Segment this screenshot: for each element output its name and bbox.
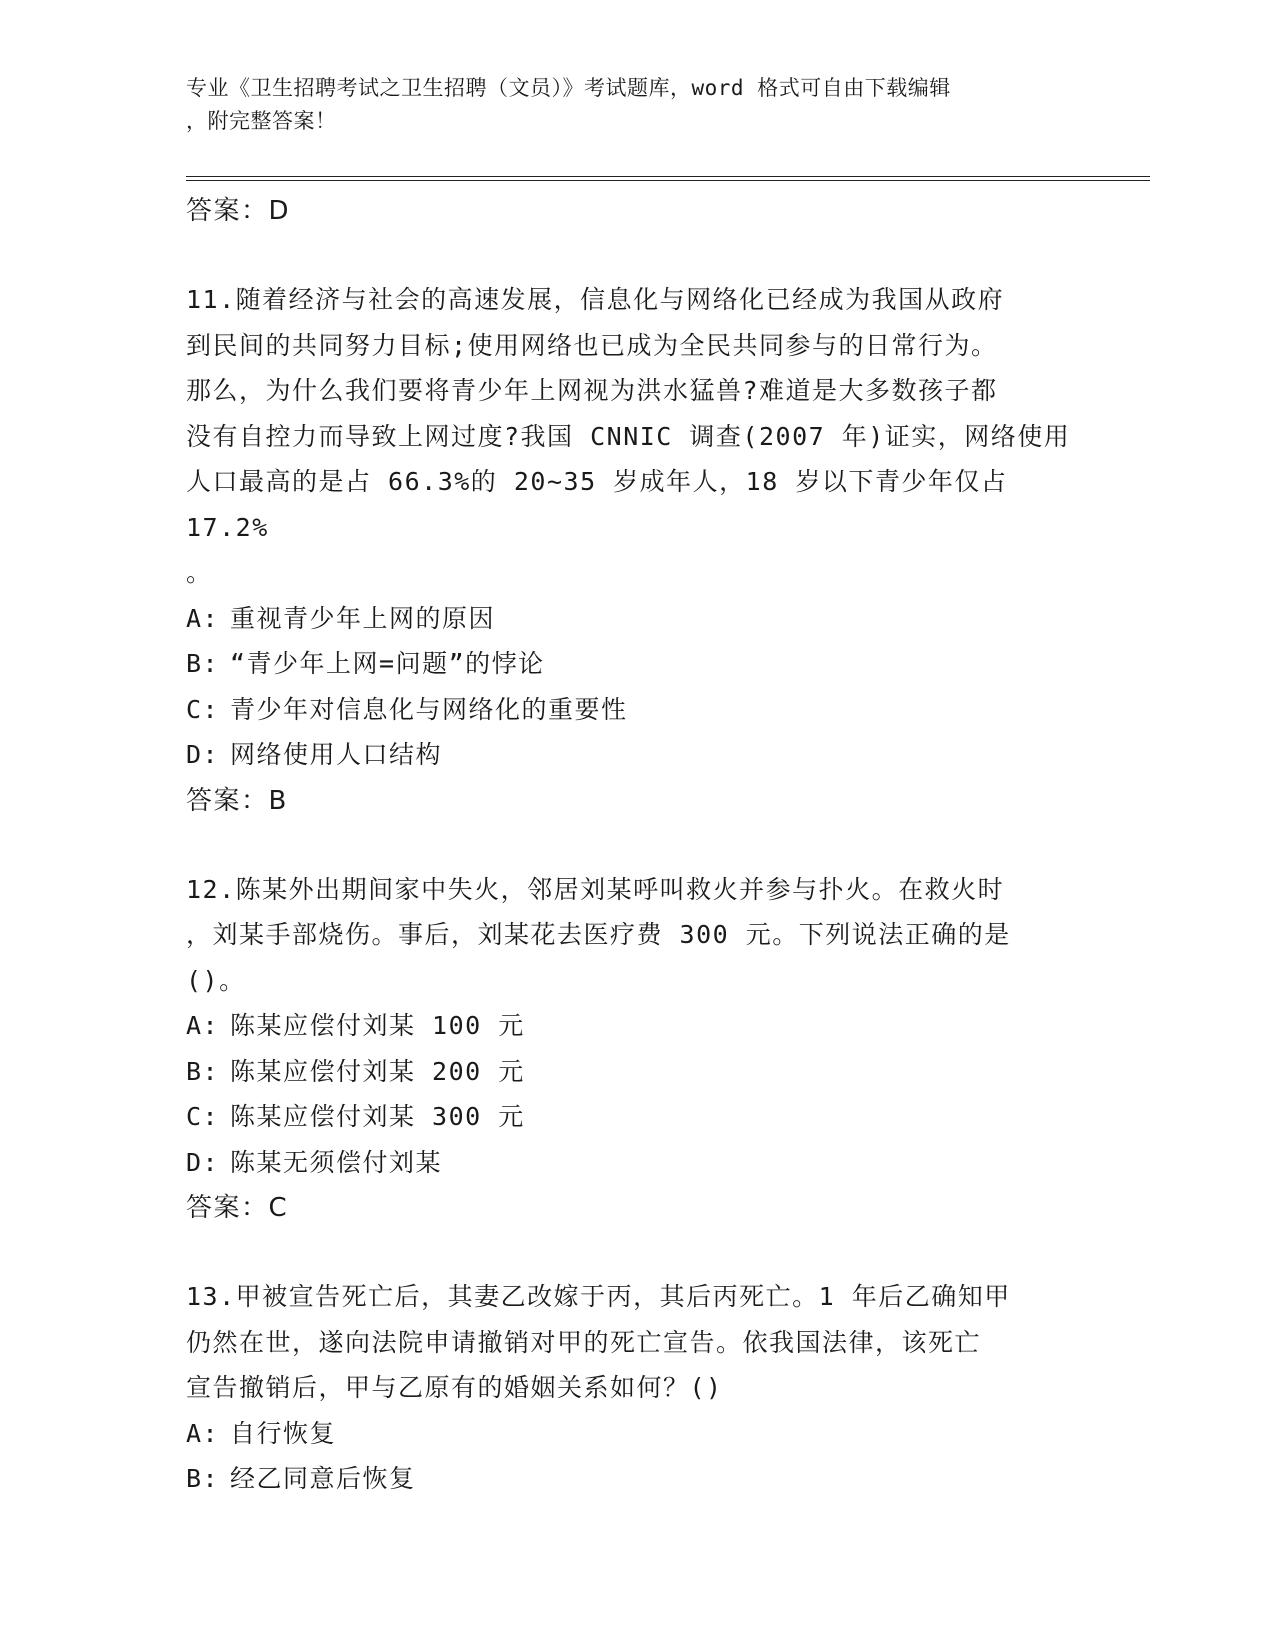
header-line-1: 专业《卫生招聘考试之卫生招聘（文员）》考试题库，word 格式可自由下载编辑 <box>186 76 951 100</box>
option-letter: B: <box>186 1056 220 1086</box>
option-letter: D: <box>186 740 220 769</box>
option-a <box>186 1411 1086 1457</box>
option-letter: C: <box>186 1102 220 1131</box>
header-divider <box>186 176 1150 181</box>
question-text <box>186 867 1086 1004</box>
option-b <box>186 1049 1086 1095</box>
question-line: 11.随着经济与社会的高速发展，信息化与网络化已经成为我国从政府 <box>186 285 1005 314</box>
question-line: 那么，为什么我们要将青少年上网视为洪水猛兽?难道是大多数孩子都 <box>186 376 998 405</box>
question-line: 宣告撤销后，甲与乙原有的婚姻关系如何？() <box>186 1373 723 1402</box>
option-text: 网络使用人口结构 <box>230 740 443 769</box>
question-line: 12.陈某外出期间家中失火，邻居刘某呼叫救火并参与扑火。在救火时 <box>186 874 1005 904</box>
question-11 <box>186 277 1086 824</box>
option-a <box>186 596 1086 642</box>
option-c <box>186 687 1086 733</box>
option-d <box>186 732 1086 778</box>
answer-label: 答案：D <box>186 196 291 226</box>
answer-label: 答案：C <box>186 1193 289 1223</box>
option-b <box>186 1456 1086 1502</box>
option-b <box>186 641 1086 687</box>
question-text <box>186 277 1086 596</box>
option-c <box>186 1094 1086 1140</box>
question-line: 到民间的共同努力目标;使用网络也已成为全民共同参与的日常行为。 <box>186 330 998 360</box>
question-line: 没有自控力而导致上网过度?我国 CNNIC 调查(2007 年)证实，网络使用 <box>186 421 1071 451</box>
document-header <box>186 72 1086 138</box>
header-line-2: ，附完整答案！ <box>186 109 337 133</box>
option-text: 陈某应偿付刘某 300 元 <box>230 1102 525 1131</box>
option-a <box>186 1003 1086 1049</box>
question-line: ，刘某手部烧伤。事后，刘某花去医疗费 300 元。下列说法正确的是 <box>186 920 1011 949</box>
question-text <box>186 1274 1086 1411</box>
option-text: 重视青少年上网的原因 <box>230 603 496 633</box>
answer-label: 答案：B <box>186 785 288 816</box>
option-d <box>186 1140 1086 1186</box>
option-letter: A: <box>186 1418 220 1448</box>
question-line: 。 <box>186 558 213 587</box>
question-line: 13.甲被宣告死亡后，其妻乙改嫁于丙，其后丙死亡。1 年后乙确知甲 <box>186 1282 1011 1311</box>
option-text: 陈某应偿付刘某 100 元 <box>230 1011 525 1040</box>
option-letter: B: <box>186 1464 220 1493</box>
option-letter: A: <box>186 603 220 633</box>
option-letter: D: <box>186 1147 220 1177</box>
option-text: 经乙同意后恢复 <box>230 1464 416 1493</box>
question-13 <box>186 1274 1086 1502</box>
question-line: 人口最高的是占 66.3%的 20~35 岁成年人，18 岁以下青少年仅占 17.2% <box>186 467 1008 542</box>
question-line: 仍然在世，遂向法院申请撤销对甲的死亡宣告。依我国法律，该死亡 <box>186 1327 982 1357</box>
option-text: 陈某无须偿付刘某 <box>230 1147 443 1177</box>
option-text: 青少年对信息化与网络化的重要性 <box>230 694 628 724</box>
question-12 <box>186 867 1086 1232</box>
document-body <box>186 188 1086 1502</box>
option-text: 陈某应偿付刘某 200 元 <box>230 1056 525 1086</box>
option-text: “青少年上网=问题”的悖论 <box>230 649 545 678</box>
question-line: ()。 <box>186 965 246 995</box>
option-letter: A: <box>186 1011 220 1040</box>
option-letter: C: <box>186 694 220 724</box>
option-letter: B: <box>186 649 220 678</box>
option-text: 自行恢复 <box>230 1418 337 1448</box>
